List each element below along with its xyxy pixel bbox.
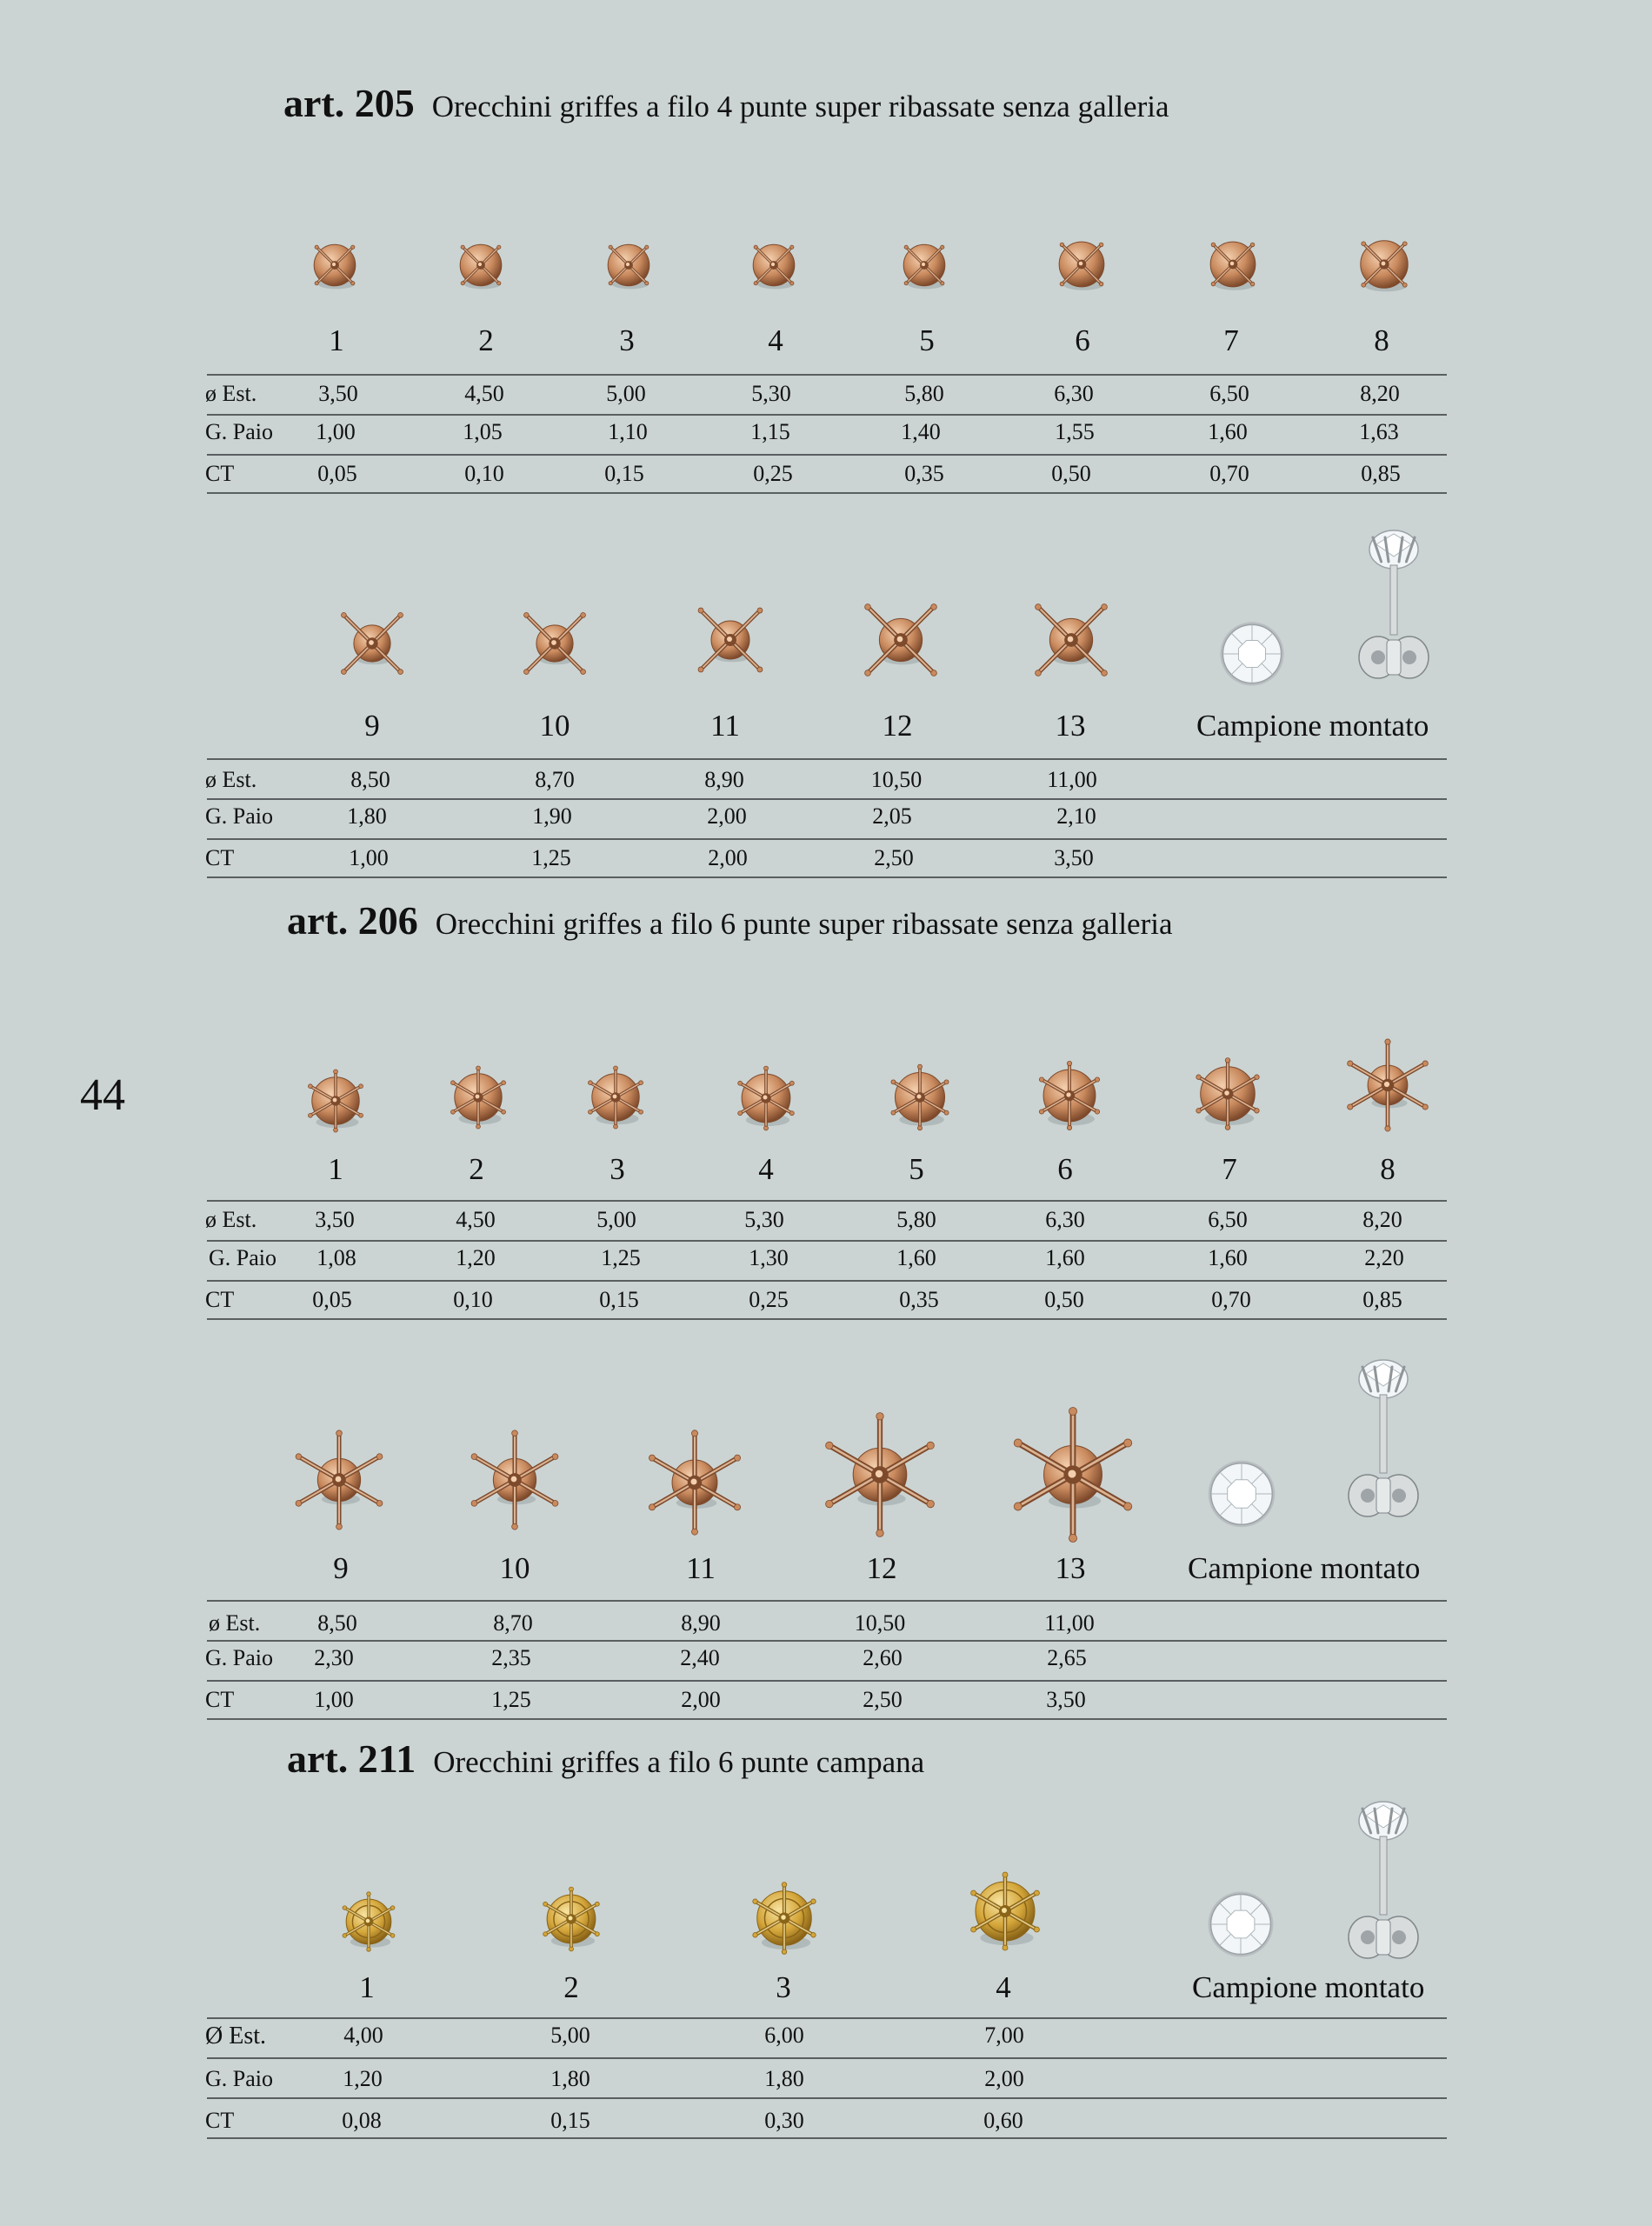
size-number: 9 (333, 1551, 349, 1585)
pair-weight-value: 1,60 (1045, 1245, 1085, 1270)
row-label-diameter: ø Est. (205, 767, 257, 792)
pair-weight-value: 1,15 (750, 419, 790, 444)
row-label-pair-weight: G. Paio (209, 1245, 276, 1270)
diameter-value: 5,00 (596, 1207, 636, 1232)
pair-weight-value: 1,60 (1208, 419, 1248, 444)
table-rule (207, 1640, 1447, 1642)
pair-weight-value: 1,40 (901, 419, 941, 444)
carat-value: 2,50 (863, 1687, 903, 1712)
size-number: 13 (1055, 709, 1086, 743)
earring-setting-image (336, 1889, 402, 1955)
pair-weight-value: 1,30 (749, 1245, 789, 1270)
earring-setting-image (1031, 1057, 1108, 1134)
carat-value: 2,00 (681, 1687, 721, 1712)
earring-setting-image (536, 1883, 607, 1955)
stud-earring-sample-image (1355, 527, 1433, 692)
earring-setting-image (962, 1868, 1049, 1955)
table-rule (207, 2137, 1447, 2139)
earring-setting-image (852, 591, 949, 689)
diameter-value: 6,30 (1054, 381, 1094, 406)
earring-setting-image (330, 602, 414, 685)
row-label-carat: CT (205, 2108, 235, 2133)
carat-value: 0,05 (312, 1287, 352, 1312)
diameter-value: 10,50 (870, 767, 923, 792)
diameter-value: 8,70 (493, 1610, 533, 1636)
table-rule (207, 838, 1447, 840)
carat-value: 0,60 (983, 2108, 1023, 2133)
earring-setting-image (450, 235, 511, 296)
earring-setting-image (643, 1431, 746, 1534)
size-number: 4 (758, 1152, 774, 1186)
earring-setting-image (1188, 1054, 1268, 1134)
size-number: 1 (329, 323, 344, 357)
carat-value: 0,15 (599, 1287, 639, 1312)
carat-value: 0,30 (764, 2108, 804, 2133)
size-number: 3 (776, 1970, 791, 2004)
table-rule (207, 1200, 1447, 1202)
size-number: 5 (919, 323, 935, 357)
earring-setting-image (894, 235, 955, 296)
earring-setting-image (730, 1063, 802, 1134)
row-label-carat: CT (205, 845, 235, 870)
diamond-sample-image (1217, 619, 1287, 689)
pair-weight-value: 1,10 (608, 419, 648, 444)
diameter-value: 8,20 (1362, 1207, 1402, 1232)
carat-value: 0,85 (1362, 1287, 1402, 1312)
earring-setting-image (304, 235, 365, 296)
carat-value: 0,08 (342, 2108, 382, 2133)
size-number: 7 (1222, 1152, 1237, 1186)
carat-value: 3,50 (1054, 845, 1094, 870)
pair-weight-value: 1,80 (764, 2066, 804, 2091)
diameter-value: 3,50 (315, 1207, 355, 1232)
table-rule (207, 758, 1447, 760)
pair-weight-value: 1,80 (347, 803, 387, 829)
size-number: 10 (499, 1551, 530, 1585)
table-rule (207, 1718, 1447, 1720)
pair-weight-value: 2,60 (863, 1645, 903, 1670)
size-number: 1 (328, 1152, 343, 1186)
diameter-value: 5,00 (606, 381, 646, 406)
size-number: 8 (1380, 1152, 1396, 1186)
table-rule (207, 374, 1447, 376)
article-number: art. 205 (283, 81, 415, 125)
table-rule (207, 1600, 1447, 1602)
size-number: 2 (469, 1152, 484, 1186)
mounted-sample-label: Campione montato (1188, 1551, 1421, 1585)
row-label-pair-weight: G. Paio (205, 803, 273, 829)
diameter-value: 10,50 (854, 1610, 906, 1636)
carat-value: 1,00 (314, 1687, 354, 1712)
size-number: 1 (359, 1970, 375, 2004)
size-number: 8 (1374, 323, 1389, 357)
table-rule (207, 414, 1447, 416)
diameter-value: 8,70 (535, 767, 575, 792)
table-rule (207, 1318, 1447, 1320)
article-description: Orecchini griffes a filo 6 punte super ribassate senza galleria (435, 907, 1173, 941)
carat-value: 1,25 (531, 845, 571, 870)
diameter-value: 3,50 (318, 381, 358, 406)
pair-weight-value: 1,90 (532, 803, 572, 829)
carat-value: 2,50 (874, 845, 914, 870)
carat-value: 0,05 (317, 461, 357, 486)
section-title (283, 80, 1169, 126)
diameter-value: 6,00 (764, 2023, 804, 2048)
diameter-value: 4,50 (464, 381, 504, 406)
earring-setting-image (1023, 591, 1120, 689)
carat-value: 0,15 (604, 461, 644, 486)
earring-setting-image (743, 235, 804, 296)
earring-setting-image (1200, 231, 1266, 297)
table-rule (207, 2057, 1447, 2059)
pair-weight-value: 2,35 (491, 1645, 531, 1670)
carat-value: 0,10 (453, 1287, 493, 1312)
earring-setting-image (466, 1431, 563, 1529)
earring-setting-image (1049, 231, 1115, 297)
row-label-carat: CT (205, 461, 235, 486)
table-rule (207, 2097, 1447, 2099)
carat-value: 0,25 (749, 1287, 789, 1312)
carat-value: 0,35 (904, 461, 944, 486)
earring-setting-image (513, 602, 596, 685)
pair-weight-value: 1,60 (1208, 1245, 1248, 1270)
size-number: 12 (866, 1551, 897, 1585)
row-label-pair-weight: G. Paio (205, 2066, 273, 2091)
row-label-diameter: ø Est. (205, 1207, 257, 1232)
row-label-diameter: ø Est. (209, 1610, 261, 1636)
pair-weight-value: 2,20 (1364, 1245, 1404, 1270)
section-title (287, 897, 1173, 943)
diameter-value: 8,90 (704, 767, 744, 792)
carat-value: 0,15 (550, 2108, 590, 2133)
page-number: 44 (80, 1070, 125, 1120)
diameter-value: 5,30 (751, 381, 791, 406)
carat-value: 0,25 (753, 461, 793, 486)
stud-earring-sample-image (1344, 1356, 1422, 1530)
table-rule (207, 876, 1447, 878)
size-number: 3 (610, 1152, 625, 1186)
mounted-sample-label: Campione montato (1196, 709, 1429, 743)
pair-weight-value: 1,08 (316, 1245, 356, 1270)
pair-weight-value: 1,20 (456, 1245, 496, 1270)
stud-earring-sample-image (1344, 1798, 1422, 1972)
table-rule (207, 798, 1447, 800)
diameter-value: 6,50 (1209, 381, 1249, 406)
carat-value: 0,50 (1044, 1287, 1084, 1312)
size-number: 12 (882, 709, 913, 743)
earring-setting-image (301, 1066, 370, 1136)
row-label-carat: CT (205, 1687, 235, 1712)
table-rule (207, 2017, 1447, 2019)
earring-setting-image (443, 1063, 513, 1132)
size-number: 10 (539, 709, 570, 743)
article-number: art. 211 (287, 1736, 416, 1781)
pair-weight-value: 2,00 (984, 2066, 1024, 2091)
diameter-value: 5,00 (550, 2023, 590, 2048)
table-rule (207, 492, 1447, 494)
row-label-pair-weight: G. Paio (205, 1645, 273, 1670)
table-rule (207, 1680, 1447, 1682)
pair-weight-value: 1,20 (343, 2066, 383, 2091)
article-description: Orecchini griffes a filo 4 punte super ribassate senza galleria (431, 90, 1169, 123)
pair-weight-value: 1,25 (601, 1245, 641, 1270)
earring-setting-image (1007, 1409, 1139, 1541)
carat-value: 3,50 (1046, 1687, 1086, 1712)
size-number: 2 (478, 323, 494, 357)
earring-setting-image (290, 1431, 388, 1529)
size-number: 11 (710, 709, 740, 743)
size-number: 9 (364, 709, 380, 743)
diameter-value: 5,30 (744, 1207, 784, 1232)
diameter-value: 6,50 (1208, 1207, 1248, 1232)
row-label-pair-weight: G. Paio (205, 419, 273, 444)
earring-setting-image (1349, 230, 1419, 299)
diameter-value: 5,80 (896, 1207, 936, 1232)
diameter-value: 11,00 (1047, 767, 1097, 792)
earring-setting-image (687, 596, 774, 683)
carat-value: 0,35 (899, 1287, 939, 1312)
carat-value: 0,50 (1051, 461, 1091, 486)
size-number: 5 (909, 1152, 924, 1186)
size-number: 4 (996, 1970, 1011, 2004)
earring-setting-image (819, 1414, 941, 1536)
carat-value: 0,70 (1209, 461, 1249, 486)
pair-weight-value: 2,30 (314, 1645, 354, 1670)
pair-weight-value: 1,60 (896, 1245, 936, 1270)
carat-value: 0,10 (464, 461, 504, 486)
mounted-sample-label: Campione montato (1192, 1970, 1425, 2004)
diameter-value: 4,50 (456, 1207, 496, 1232)
size-number: 6 (1057, 1152, 1073, 1186)
diameter-value: 6,30 (1045, 1207, 1085, 1232)
earring-setting-image (598, 235, 659, 296)
pair-weight-value: 1,80 (550, 2066, 590, 2091)
pair-weight-value: 2,00 (707, 803, 747, 829)
size-number: 7 (1223, 323, 1239, 357)
diameter-value: 8,20 (1360, 381, 1400, 406)
earring-setting-image (883, 1061, 956, 1134)
diamond-sample-image (1205, 1457, 1278, 1530)
article-number: art. 206 (287, 898, 418, 943)
size-number: 6 (1075, 323, 1090, 357)
table-rule (207, 1240, 1447, 1242)
row-label-diameter: Ø Est. (205, 2023, 266, 2049)
diameter-value: 8,50 (350, 767, 390, 792)
diameter-value: 5,80 (904, 381, 944, 406)
carat-value: 1,25 (491, 1687, 531, 1712)
carat-value: 0,70 (1211, 1287, 1251, 1312)
size-number: 13 (1055, 1551, 1086, 1585)
row-label-carat: CT (205, 1287, 235, 1312)
pair-weight-value: 2,40 (680, 1645, 720, 1670)
pair-weight-value: 2,05 (872, 803, 912, 829)
size-number: 2 (563, 1970, 579, 2004)
table-rule (207, 454, 1447, 456)
diameter-value: 4,00 (343, 2023, 383, 2048)
size-number: 3 (619, 323, 635, 357)
pair-weight-value: 2,10 (1056, 803, 1096, 829)
article-description: Orecchini griffes a filo 6 punte campana (433, 1745, 925, 1779)
size-number: 4 (768, 323, 783, 357)
pair-weight-value: 1,05 (463, 419, 503, 444)
pair-weight-value: 1,55 (1055, 419, 1095, 444)
table-rule (207, 1280, 1447, 1282)
diameter-value: 8,90 (681, 1610, 721, 1636)
pair-weight-value: 1,63 (1359, 419, 1399, 444)
earring-setting-image (1342, 1040, 1433, 1130)
diameter-value: 7,00 (984, 2023, 1024, 2048)
section-title (287, 1736, 924, 1782)
pair-weight-value: 1,00 (316, 419, 356, 444)
pair-weight-value: 2,65 (1047, 1645, 1087, 1670)
diameter-value: 8,50 (317, 1610, 357, 1636)
earring-setting-image (581, 1063, 650, 1132)
diameter-value: 11,00 (1044, 1610, 1095, 1636)
row-label-diameter: ø Est. (205, 381, 257, 406)
carat-value: 1,00 (349, 845, 389, 870)
earring-setting-image (744, 1878, 824, 1958)
carat-value: 2,00 (708, 845, 748, 870)
carat-value: 0,85 (1361, 461, 1401, 486)
diamond-sample-image (1205, 1889, 1276, 1960)
size-number: 11 (686, 1551, 716, 1585)
